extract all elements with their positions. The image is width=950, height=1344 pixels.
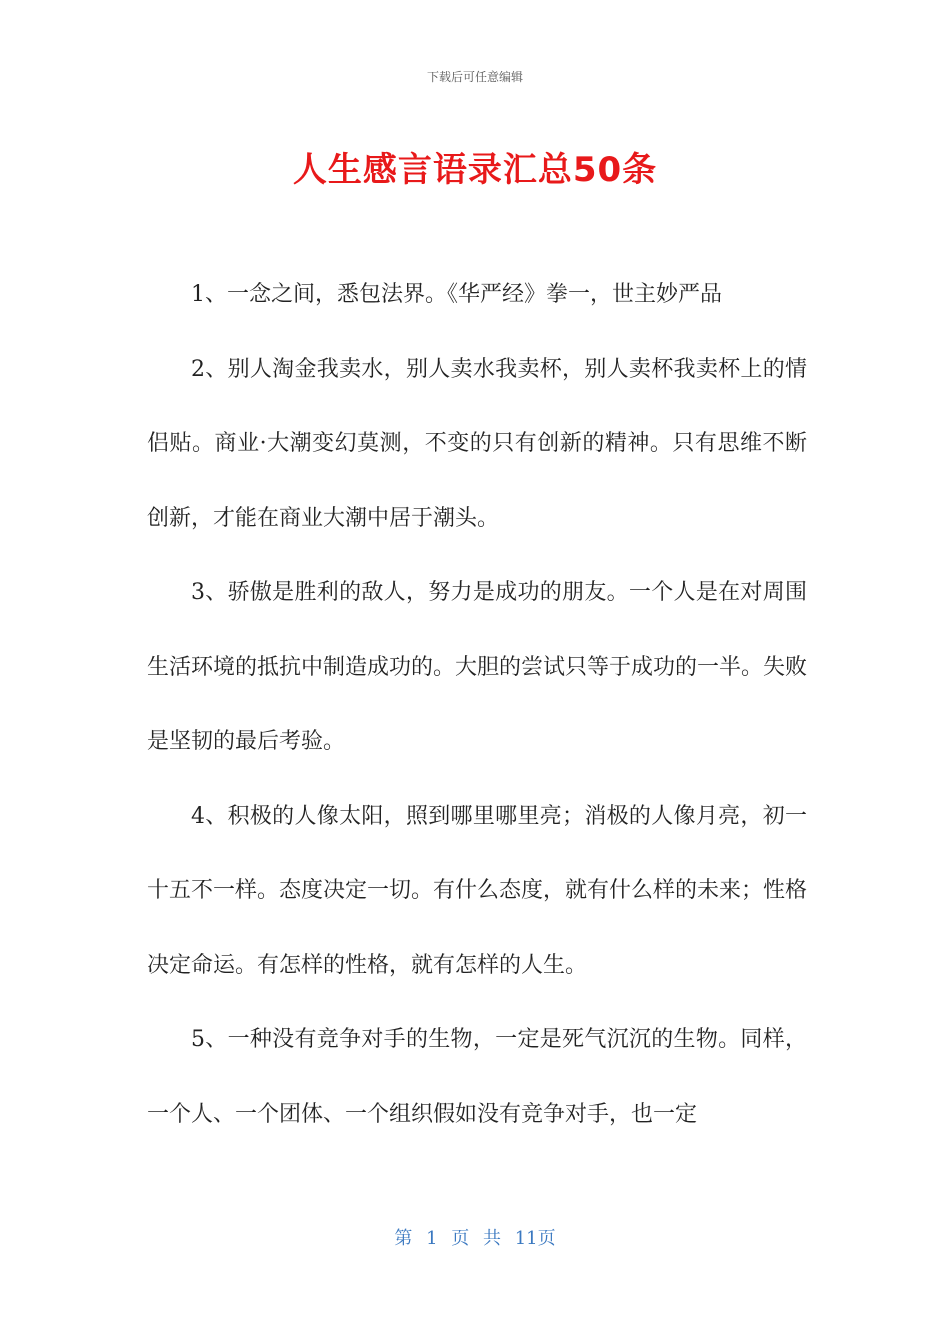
paragraph: 1、一念之间，悉包法界。《华严经》拳一，世主妙严品 bbox=[191, 282, 722, 307]
page-number: 第 1 页 共 11页 bbox=[394, 1228, 556, 1249]
paragraph: 4、积极的人像太阳，照到哪里哪里亮；消极的人像月亮，初一十五不一样。态度决定一切。有什么态度，就有什么样的未来；性格决定命运。有怎样的性格，就有怎样的人生。 bbox=[147, 803, 808, 978]
paragraph: 5、一种没有竞争对手的生物，一定是死气沉沉的生物。同样，一个人、一个团体、一个组织假如没有竞争对手，也一定 bbox=[147, 1027, 807, 1127]
header-note: 下载后可任意编辑 bbox=[426, 70, 523, 84]
paragraph: 2、别人淘金我卖水，别人卖水我卖杯，别人卖杯我卖杯上的情侣贴。商业·大潮变幻莫测，不变的只有创新的精神。只有思维不断创新，才能在商业大潮中居于潮头。 bbox=[147, 356, 807, 531]
document-body bbox=[147, 258, 807, 1152]
document-title: 人生感言语录汇总50条 bbox=[292, 150, 658, 190]
paragraph: 3、骄傲是胜利的敌人，努力是成功的朋友。一个人是在对周围生活环境的抵抗中制造成功的。大胆的尝试只等于成功的一半。失败是坚韧的最后考验。 bbox=[147, 580, 808, 754]
